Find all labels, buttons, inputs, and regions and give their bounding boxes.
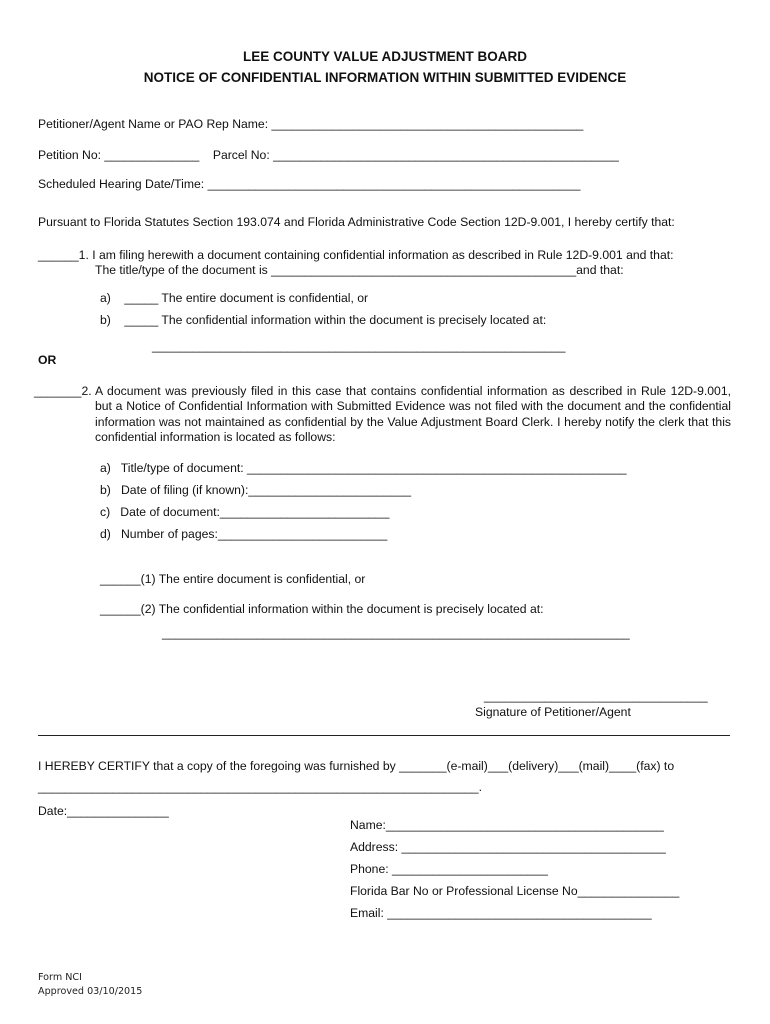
option-2-checkbox[interactable]: _______2. bbox=[34, 384, 92, 398]
option-2-choice-1-checkbox[interactable]: ______(1) The entire document is confidential, or bbox=[100, 572, 366, 586]
petitioner-name-field[interactable]: Petitioner/Agent Name or PAO Rep Name: ______________________________________________ bbox=[38, 117, 584, 131]
option-2-choice-2-checkbox[interactable]: ______(2) The confidential information within the document is precisely located at: bbox=[100, 602, 544, 616]
form-subtitle: NOTICE OF CONFIDENTIAL INFORMATION WITHIN SUBMITTED EVIDENCE bbox=[143, 70, 627, 85]
hearing-date-field[interactable]: Scheduled Hearing Date/Time: _______________________________________________________ bbox=[38, 177, 581, 191]
contact-name-field[interactable]: Name:_________________________________________ bbox=[350, 818, 664, 832]
option-1b-checkbox[interactable]: b) _____ The confidential information within the document is precisely located at: bbox=[100, 313, 547, 327]
option-1-statement[interactable]: ______1. I am filing herewith a document containing confidential information as described in Rule 12D-9.001 and that: bbox=[38, 248, 674, 262]
option-2-location-field[interactable]: _____________________________________________________________________ bbox=[162, 626, 630, 640]
contact-email-field[interactable]: Email: _______________________________________ bbox=[350, 906, 652, 920]
option-1-document-title-field[interactable]: The title/type of the document is _____________________________________________and that: bbox=[95, 263, 624, 277]
option-2c-document-date-field[interactable]: c) Date of document:_________________________ bbox=[100, 505, 390, 519]
contact-license-field[interactable]: Florida Bar No or Professional License No_______________ bbox=[350, 884, 680, 898]
form-title: LEE COUNTY VALUE ADJUSTMENT BOARD bbox=[242, 49, 527, 64]
signature-label: Signature of Petitioner/Agent bbox=[475, 705, 631, 719]
certify-date-field[interactable]: Date:_______________ bbox=[38, 804, 169, 818]
option-1a-checkbox[interactable]: a) _____ The entire document is confidential, or bbox=[100, 291, 369, 305]
contact-address-field[interactable]: Address: _______________________________________ bbox=[350, 840, 666, 854]
form-approval-date: Approved 03/10/2015 bbox=[38, 986, 143, 997]
form-id: Form NCI bbox=[38, 972, 82, 983]
petition-parcel-field[interactable]: Petition No: ______________ Parcel No: ___________________________________________________ bbox=[38, 148, 619, 162]
section-divider bbox=[38, 735, 730, 736]
signature-line[interactable]: _________________________________ bbox=[484, 689, 708, 703]
option-2a-document-title-field[interactable]: a) Title/type of document: ________________________________________________________ bbox=[100, 461, 627, 475]
certify-statement[interactable]: I HEREBY CERTIFY that a copy of the foregoing was furnished by _______(e-mail)___(delivery)___(mail)____(fax) to bbox=[38, 759, 675, 773]
pursuant-statement: Pursuant to Florida Statutes Section 193.074 and Florida Administrative Code Section 12D-9.001, I hereby certify that: bbox=[38, 215, 675, 229]
option-2b-filing-date-field[interactable]: b) Date of filing (if known):________________________ bbox=[100, 483, 412, 497]
option-2-statement: A document was previously filed in this case that contains confidential information as described in Rule 12D-9.001, but a Notice of Confidential Information with Submitted Evidence was not filed with the document and the confidential information was not maintained as confidential by the Value Adjustment Board Clerk. I hereby notify the clerk that this confidential information is located as follows: bbox=[95, 384, 731, 444]
option-1-location-field[interactable]: _____________________________________________________________ bbox=[152, 339, 566, 353]
contact-phone-field[interactable]: Phone: _______________________ bbox=[350, 862, 548, 876]
certify-recipient-field[interactable]: _________________________________________________________________. bbox=[38, 780, 482, 794]
or-separator: OR bbox=[38, 353, 57, 367]
option-2d-page-count-field[interactable]: d) Number of pages:_________________________ bbox=[100, 527, 388, 541]
